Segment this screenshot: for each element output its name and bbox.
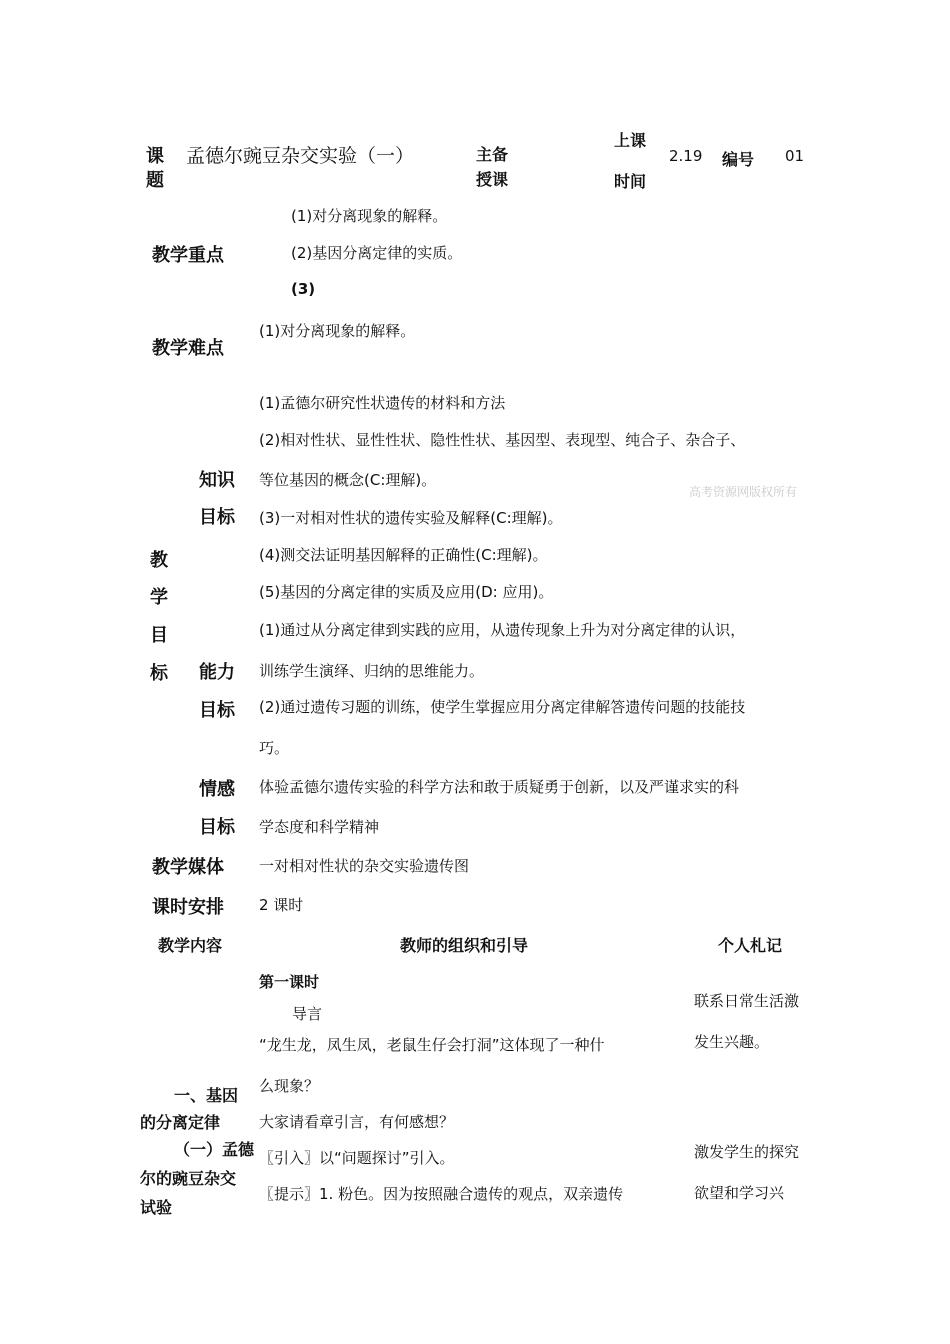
emotion-label-2: 目标 [199,817,235,838]
emotion-label: 情感 [199,779,235,800]
guidance-line: 么现象？ [259,1077,320,1095]
key-point-2: (2)基因分离定律的实质。 [291,244,463,262]
knowledge-line: (3)一对相对性状的遗传实验及解释(C:理解)。 [259,509,563,527]
note-line: 欲望和学习兴 [694,1184,785,1202]
knowledge-label: 知识 [199,470,235,491]
watermark: 高考资源网版权所有 [689,485,798,499]
guidance-line: 〖提示〗1. 粉色。因为按照融合遗传的观点，双亲遗传 [259,1185,624,1203]
guidance-line: 〖引入〗以“问题探讨”引入。 [259,1149,455,1167]
section-heading-line: 试验 [140,1198,173,1217]
objectives-label-char: 学 [150,587,168,608]
number-label: 编号 [722,150,755,169]
class-time-label: 上课 [614,131,647,150]
knowledge-line: (5)基因的分离定律的实质及应用(D: 应用)。 [259,583,554,601]
knowledge-line: (2)相对性状、显性性状、隐性性状、基因型、表现型、纯合子、杂合子、 [259,431,746,449]
knowledge-label-2: 目标 [199,507,235,528]
key-points-label: 教学重点 [152,245,224,266]
note-line: 激发学生的探究 [694,1143,800,1161]
schedule-value: 2 课时 [259,896,304,914]
lecturer-label: 授课 [476,170,509,189]
ability-line: 巧。 [259,739,290,757]
note-line: 联系日常生活激 [694,992,800,1010]
objectives-label-char: 目 [150,625,168,646]
media-label: 教学媒体 [152,857,224,878]
number-value: 01 [785,147,805,165]
section-heading-line: （一）孟德 [174,1140,255,1159]
knowledge-line: (4)测交法证明基因解释的正确性(C:理解)。 [259,546,548,564]
note-line: 发生兴趣。 [694,1033,770,1051]
objectives-label-char: 教 [150,550,168,571]
section-heading-line: 的分离定律 [140,1113,221,1132]
knowledge-line: (1)孟德尔研究性状遗传的材料和方法 [259,394,506,412]
objectives-label-char: 标 [150,663,168,684]
topic-title: 孟德尔豌豆杂交实验（一） [186,145,415,167]
ability-label: 能力 [199,662,235,683]
topic-label: 课 [146,146,164,167]
ability-label-2: 目标 [199,700,235,721]
emotion-line: 体验孟德尔遗传实验的科学方法和敢于质疑勇于创新，以及严谨求实的科 [259,778,740,796]
preparer-label: 主备 [476,145,509,164]
ability-line: 训练学生演绎、归纳的思维能力。 [259,662,485,680]
media-value: 一对相对性状的杂交实验遗传图 [259,857,470,875]
topic-label-2: 题 [146,170,164,191]
lesson-title: 第一课时 [259,973,320,991]
guidance-line: 大家请看章引言，有何感想？ [259,1113,455,1131]
section-heading-line: 一、基因 [174,1086,239,1105]
emotion-line: 学态度和科学精神 [259,818,380,836]
section-heading-line: 尔的豌豆杂交 [140,1169,237,1188]
schedule-label: 课时安排 [152,897,224,918]
column-header-content: 教学内容 [158,936,223,955]
ability-line: (2)通过遗传习题的训练，使学生掌握应用分离定律解答遗传问题的技能技 [259,698,746,716]
column-header-notes: 个人札记 [718,936,783,955]
ability-line: (1)通过从分离定律到实践的应用，从遗传现象上升为对分离定律的认识， [259,621,746,639]
difficult-point-1: (1)对分离现象的解释。 [259,322,416,340]
column-header-guidance: 教师的组织和引导 [400,936,529,955]
guidance-line: “龙生龙，凤生凤，老鼠生仔会打洞”这体现了一种什 [259,1036,605,1054]
class-time-label-2: 时间 [614,172,647,191]
class-time-value: 2.19 [669,147,703,165]
key-point-3: (3) [291,280,316,298]
intro-label: 导言 [292,1005,323,1023]
knowledge-line: 等位基因的概念(C:理解)。 [259,471,437,489]
key-point-1: (1)对分离现象的解释。 [291,207,448,225]
difficult-points-label: 教学难点 [152,338,224,359]
